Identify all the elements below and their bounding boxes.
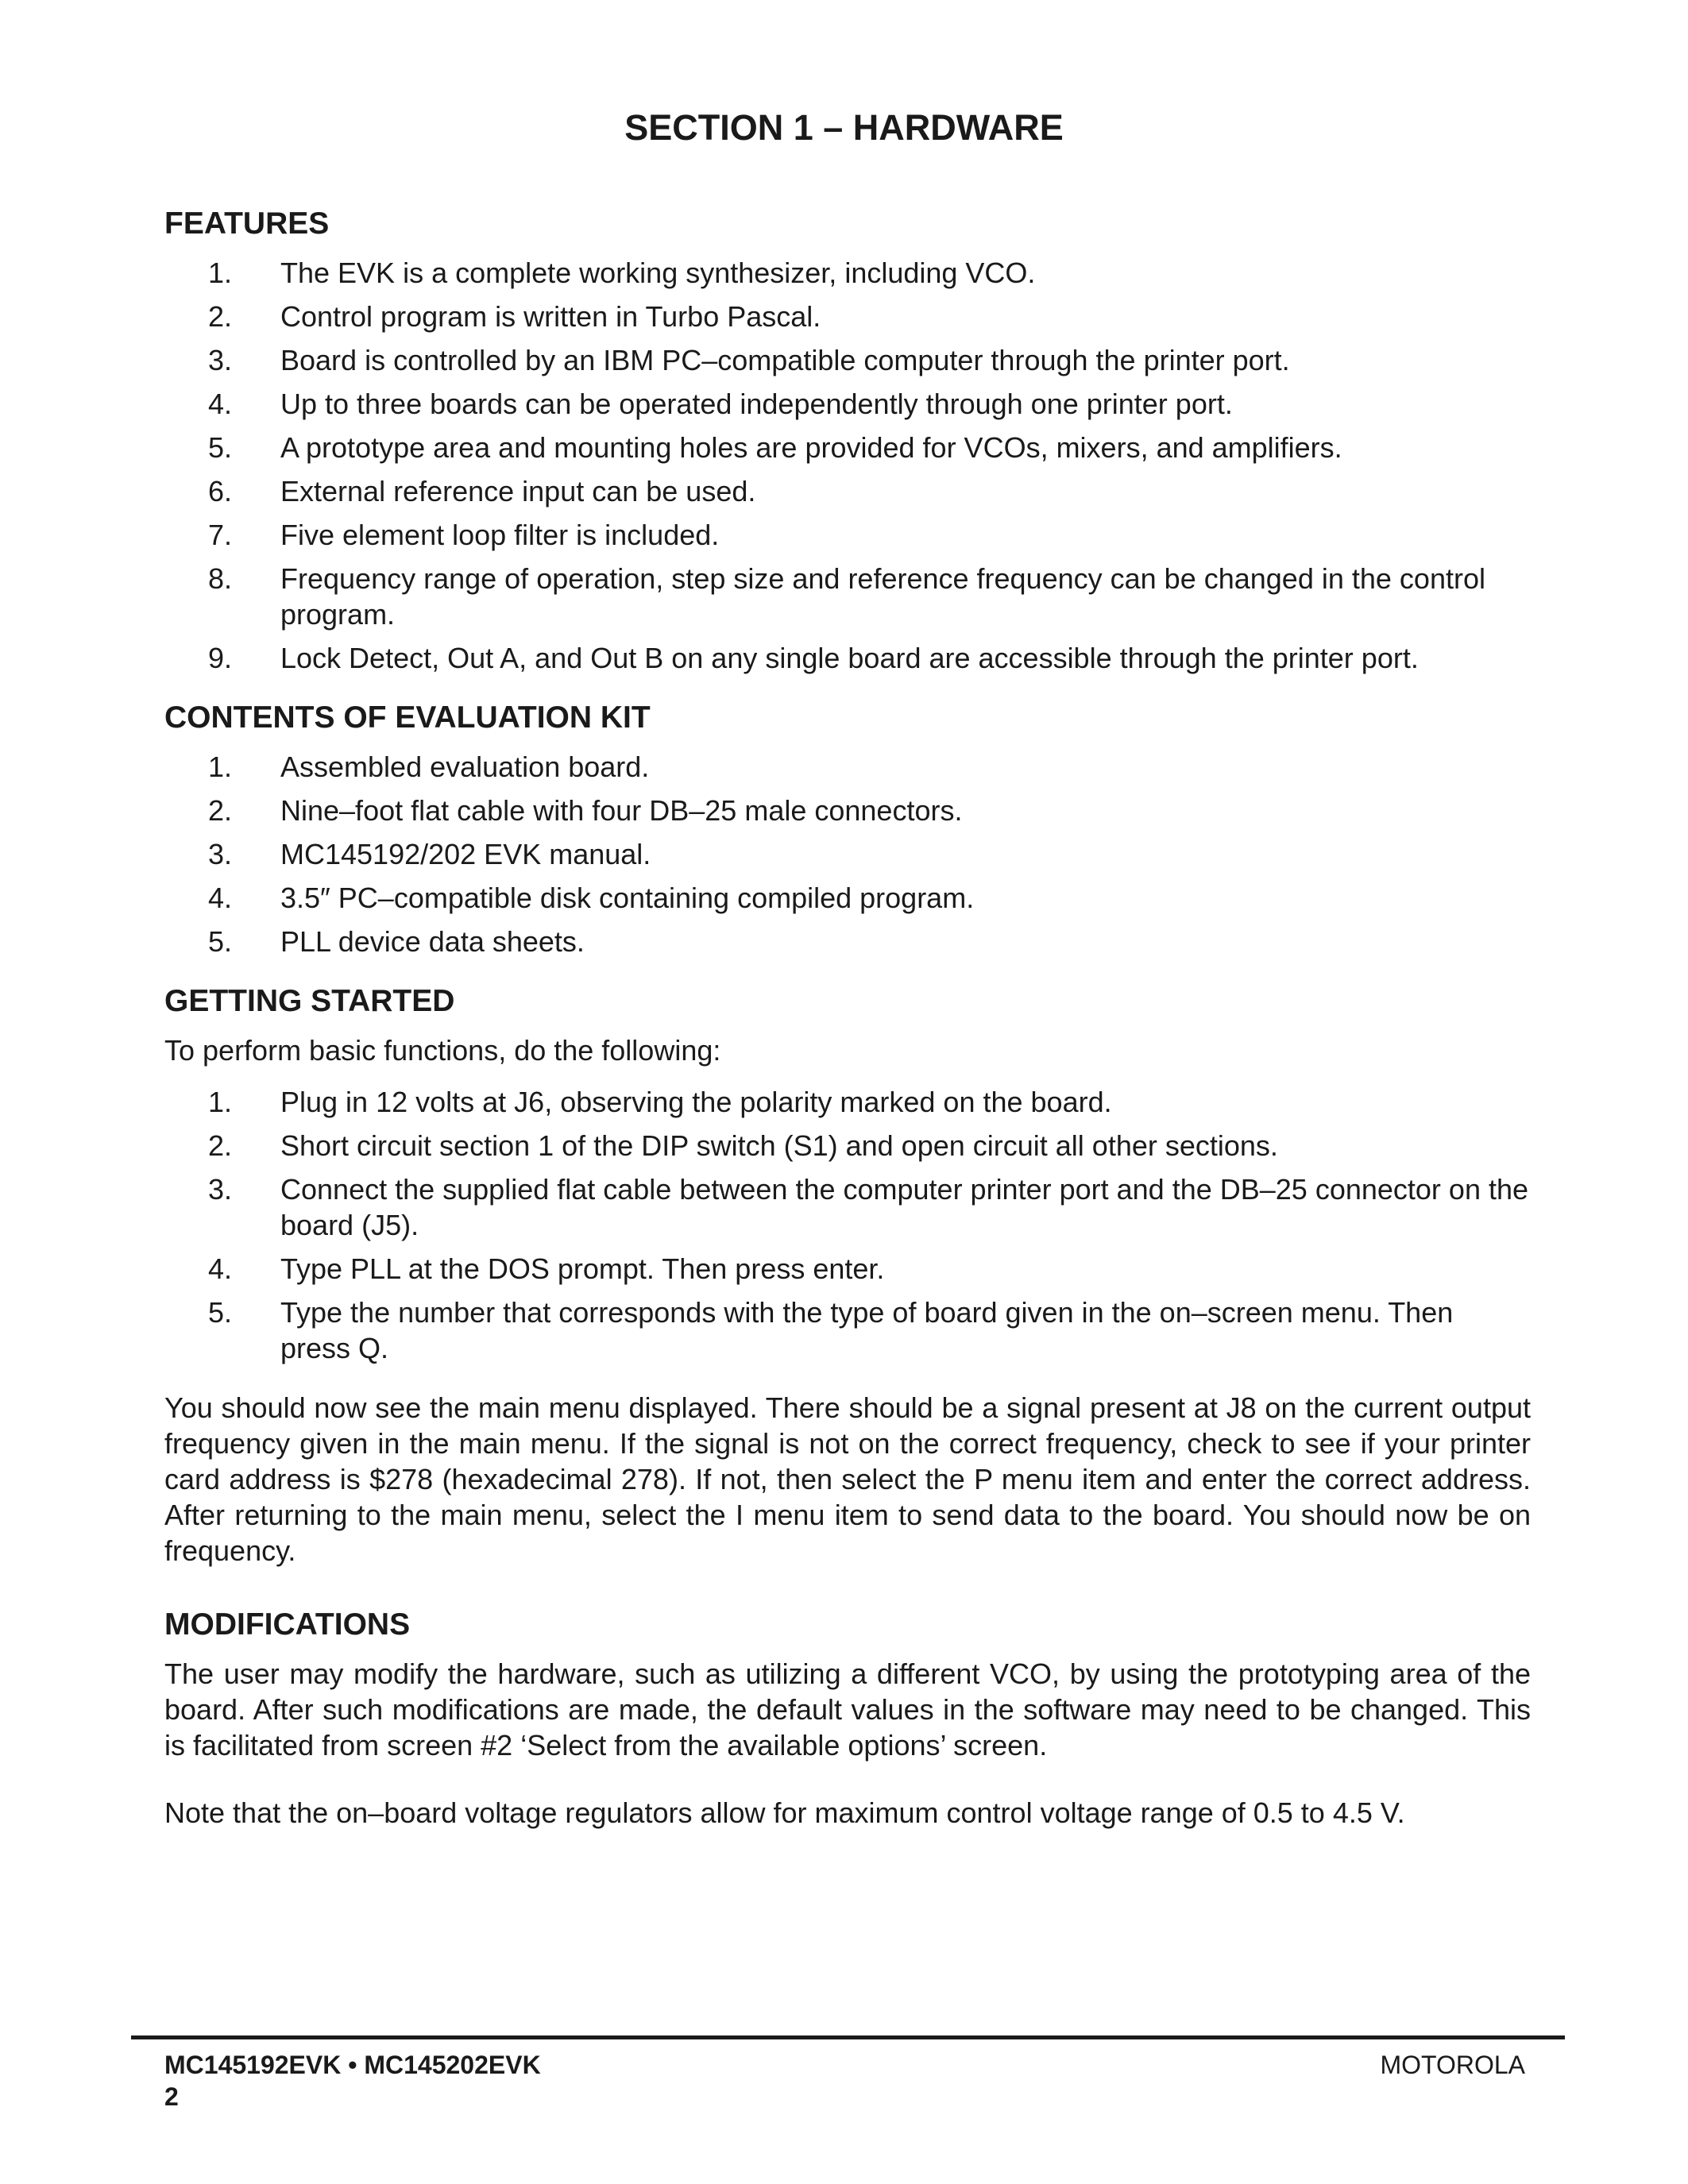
- list-item-number: 1.: [208, 1086, 233, 1118]
- list-item: [164, 342, 1531, 378]
- list-item: [164, 836, 1531, 872]
- list-item-text: Type the number that corresponds with the type of board given in the on–screen menu. Then press Q.: [280, 1296, 1454, 1364]
- list-item: [164, 430, 1531, 465]
- list-item-text: Control program is written in Turbo Pascal.: [280, 300, 821, 333]
- list-item-text: Short circuit section 1 of the DIP switch (S1) and open circuit all other sections.: [280, 1129, 1278, 1162]
- list-item: [164, 386, 1531, 422]
- list-item-text: 3.5″ PC–compatible disk containing compiled program.: [280, 882, 975, 914]
- modifications-paragraph-2: Note that the on–board voltage regulators allow for maximum control voltage range of 0.5 to 4.5 V.: [164, 1796, 1405, 1829]
- list-item: [164, 880, 1531, 916]
- list-item: [164, 1171, 1531, 1243]
- list-item-number: 4.: [208, 388, 233, 420]
- list-item: [164, 561, 1531, 632]
- list-item: [164, 1295, 1531, 1366]
- list-item-text: The EVK is a complete working synthesizer, including VCO.: [280, 257, 1036, 289]
- list-item-text: Board is controlled by an IBM PC–compatible computer through the printer port.: [280, 344, 1290, 376]
- list-item-number: 6.: [208, 475, 233, 507]
- modifications-paragraph-1: The user may modify the hardware, such as utilizing a different VCO, by using the prototyping area of the board. After such modifications are made, the default values in the software may need to be changed. This is facilitated from screen #2 ‘Select from the available options’ screen.: [164, 1657, 1531, 1761]
- list-item-number: 8.: [208, 562, 233, 595]
- list-item: [164, 299, 1531, 334]
- footer-rule: [131, 2035, 1565, 2039]
- list-item-number: 5.: [208, 925, 233, 958]
- page-title: SECTION 1 – HARDWARE: [624, 107, 1064, 148]
- getting-started-list: [164, 1084, 1531, 1366]
- modifications-heading: MODIFICATIONS: [164, 1607, 411, 1642]
- list-item-text: External reference input can be used.: [280, 475, 756, 507]
- list-item-number: 4.: [208, 882, 233, 914]
- list-item-text: Lock Detect, Out A, and Out B on any single board are accessible through the printer port.: [280, 642, 1419, 674]
- list-item-text: Five element loop filter is included.: [280, 519, 720, 551]
- features-heading: FEATURES: [164, 206, 330, 241]
- list-item-number: 5.: [208, 1296, 233, 1329]
- page-number: 2: [164, 2082, 179, 2111]
- list-item: [164, 1251, 1531, 1287]
- list-item-text: Type PLL at the DOS prompt. Then press enter.: [280, 1252, 885, 1285]
- list-item-number: 3.: [208, 838, 233, 870]
- list-item-number: 3.: [208, 344, 233, 376]
- footer-product-name: MC145192EVK • MC145202EVK: [164, 2051, 541, 2079]
- list-item-text: A prototype area and mounting holes are provided for VCOs, mixers, and amplifiers.: [280, 431, 1342, 464]
- getting-started-intro: To perform basic functions, do the following:: [164, 1034, 721, 1067]
- list-item: [164, 1128, 1531, 1163]
- list-item-number: 3.: [208, 1173, 233, 1206]
- list-item-number: 7.: [208, 519, 233, 551]
- contents-heading: CONTENTS OF EVALUATION KIT: [164, 700, 651, 735]
- page-content: [164, 206, 1531, 1831]
- list-item-number: 2.: [208, 300, 233, 333]
- list-item-text: PLL device data sheets.: [280, 925, 585, 958]
- list-item: [164, 793, 1531, 828]
- list-item-number: 1.: [208, 257, 233, 289]
- list-item-text: Nine–foot flat cable with four DB–25 male connectors.: [280, 794, 963, 827]
- footer-product: [164, 2049, 541, 2113]
- contents-list: [164, 749, 1531, 959]
- list-item: [164, 749, 1531, 785]
- list-item-number: 1.: [208, 751, 233, 783]
- list-item: [164, 640, 1531, 676]
- list-item-text: Assembled evaluation board.: [280, 751, 650, 783]
- list-item: [164, 1084, 1531, 1120]
- list-item-text: MC145192/202 EVK manual.: [280, 838, 651, 870]
- list-item-text: Up to three boards can be operated independently through one printer port.: [280, 388, 1233, 420]
- getting-started-heading: GETTING STARTED: [164, 984, 455, 1018]
- getting-started-paragraph: You should now see the main menu displayed. There should be a signal present at J8 on the current output frequency given in the main menu. If the signal is not on the correct frequency, check to see if your printer card address is $278 (hexadecimal 278). If not, then select the P menu item and enter the correct address. After returning to the main menu, select the I menu item to send data to the board. You should now be on frequency.: [164, 1391, 1531, 1567]
- list-item: [164, 517, 1531, 553]
- list-item-text: Frequency range of operation, step size and reference frequency can be changed in the control program.: [280, 562, 1485, 631]
- list-item-number: 2.: [208, 794, 233, 827]
- list-item-number: 9.: [208, 642, 233, 674]
- list-item: [164, 473, 1531, 509]
- list-item: [164, 255, 1531, 291]
- list-item-text: Plug in 12 volts at J6, observing the polarity marked on the board.: [280, 1086, 1112, 1118]
- list-item-number: 2.: [208, 1129, 233, 1162]
- list-item-number: 5.: [208, 431, 233, 464]
- footer-brand: MOTOROLA: [1380, 2051, 1525, 2079]
- features-list: [164, 255, 1531, 676]
- list-item-number: 4.: [208, 1252, 233, 1285]
- list-item: [164, 924, 1531, 959]
- list-item-text: Connect the supplied flat cable between the computer printer port and the DB–25 connector on the board (J5).: [280, 1173, 1529, 1241]
